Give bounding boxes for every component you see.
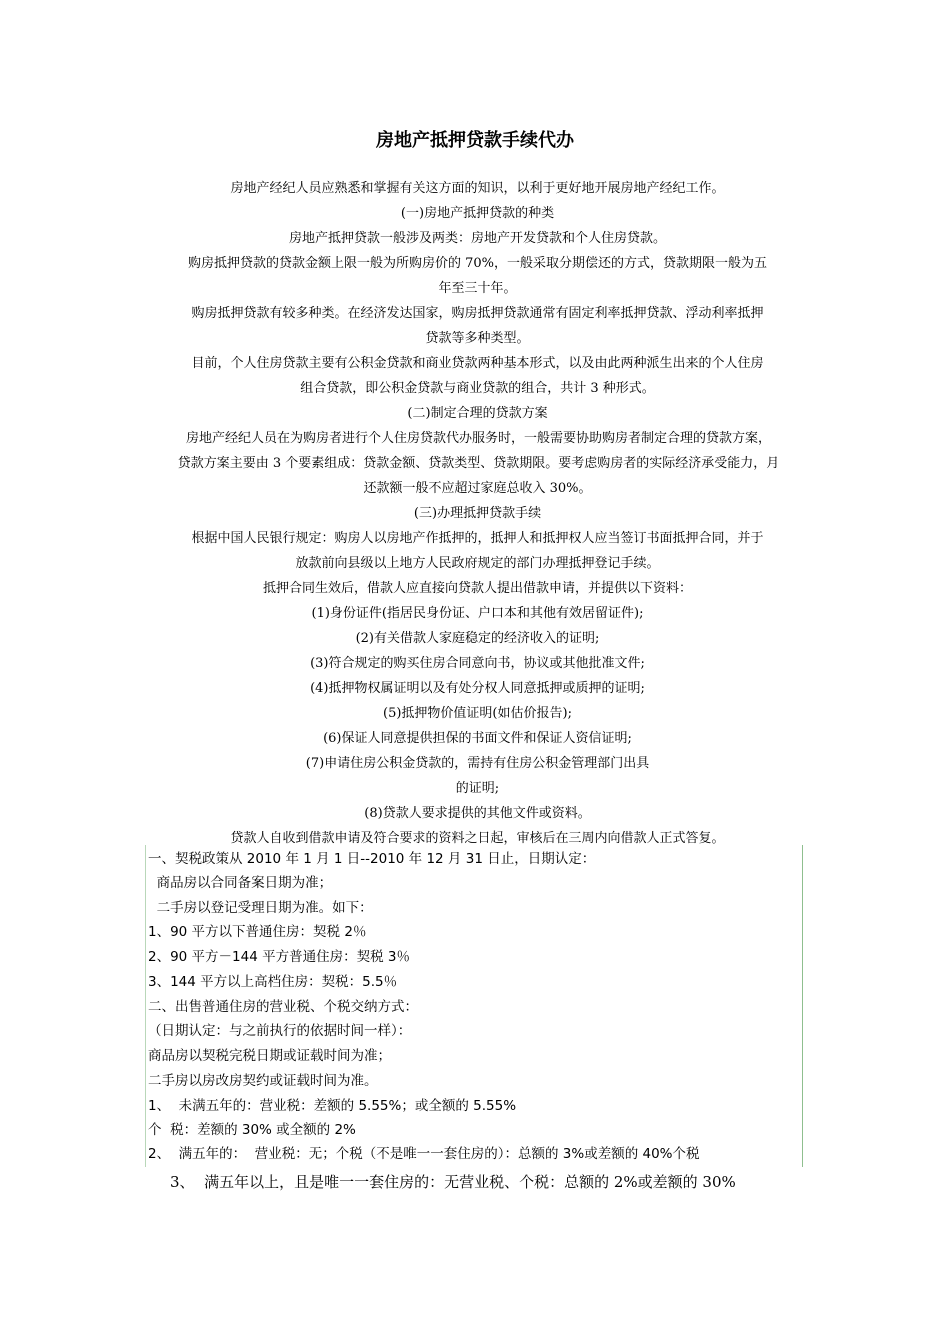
list-item: 的证明; <box>455 781 500 796</box>
paragraph: 房地产经纪人员在为购房者进行个人住房贷款代办服务时，一般需要协助购房者制定合理的贷款方案， <box>185 431 771 446</box>
list-item: (5)抵押物价值证明(如估价报告); <box>383 706 572 721</box>
tax-line: 个 税：差额的 30% 或全额的 2% <box>148 1122 356 1138</box>
paragraph: 房地产经纪人员应熟悉和掌握有关这方面的知识，以利于更好地开展房地产经纪工作。 <box>230 181 725 196</box>
section-heading: (一)房地产抵押贷款的种类 <box>400 206 555 221</box>
paragraph: 抵押合同生效后，借款人应直接向贷款人提出借款申请，并提供以下资料： <box>262 581 692 596</box>
paragraph: 贷款等多种类型。 <box>425 331 530 346</box>
tax-line: （日期认定：与之前执行的依据时间一样）： <box>148 1023 412 1039</box>
list-item: (2)有关借款人家庭稳定的经济收入的证明; <box>355 631 600 646</box>
list-item: (6)保证人同意提供担保的书面文件和保证人资信证明; <box>323 731 632 746</box>
tax-line: 2、 满五年的： 营业税：无；个税（不是唯一一套住房的）：总额的 3%或差额的 40%个税 <box>148 1146 700 1162</box>
paragraph: 年至三十年。 <box>438 281 517 296</box>
list-item: (1)身份证件(指居民身份证、户口本和其他有效居留证件); <box>311 606 644 621</box>
document-body <box>145 176 810 851</box>
paragraph: 放款前向县级以上地方人民政府规定的部门办理抵押登记手续。 <box>295 556 660 571</box>
list-item: (3)符合规定的购买住房合同意向书，协议或其他批准文件; <box>310 656 645 671</box>
tax-line: 1、 未满五年的：营业税：差额的 5.55%；或全额的 5.55% <box>148 1098 517 1114</box>
tax-policy-box <box>145 845 803 1167</box>
paragraph: 贷款人自收到借款申请及符合要求的资料之日起，审核后在三周内向借款人正式答复。 <box>230 831 725 846</box>
tax-line: 一、契税政策从 2010 年 1 月 1 日--2010 年 12 月 31 日止，日期认定： <box>148 851 596 867</box>
paragraph: 房地产抵押贷款一般涉及两类：房地产开发贷款和个人住房贷款。 <box>288 231 666 246</box>
tax-line: 3、144 平方以上高档住房：契税：5.5％ <box>148 974 398 990</box>
paragraph: 根据中国人民银行规定：购房人以房地产作抵押的，抵押人和抵押权人应当签订书面抵押合同，并于 <box>191 531 764 546</box>
paragraph: 组合贷款，即公积金贷款与商业贷款的组合，共计 3 种形式。 <box>300 381 655 396</box>
document-title: 房地产抵押贷款手续代办 <box>376 130 574 151</box>
list-item: (4)抵押物权属证明以及有处分权人同意抵押或质押的证明; <box>310 681 645 696</box>
paragraph: 还款额一般不应超过家庭总收入 30%。 <box>363 481 592 496</box>
paragraph: 购房抵押贷款有较多种类。在经济发达国家，购房抵押贷款通常有固定利率抵押贷款、浮动利率抵押 <box>191 306 764 321</box>
paragraph: 购房抵押贷款的贷款金额上限一般为所购房价的 70%，一般采取分期偿还的方式，贷款期限一般为五 <box>187 256 768 271</box>
paragraph: 目前，个人住房贷款主要有公积金贷款和商业贷款两种基本形式，以及由此两种派生出来的个人住房 <box>191 356 764 371</box>
section-heading: (三)办理抵押贷款手续 <box>413 506 542 521</box>
tax-line: 二、出售普通住房的营业税、个税交纳方式： <box>148 999 418 1015</box>
list-item: (8)贷款人要求提供的其他文件或资料。 <box>364 806 591 821</box>
tax-line: 二手房以登记受理日期为准。如下： <box>148 900 373 916</box>
tax-line: 商品房以合同备案日期为准； <box>148 875 333 891</box>
list-item: (7)申请住房公积金贷款的，需持有住房公积金管理部门出具 <box>305 756 650 771</box>
tax-line: 2、90 平方－144 平方普通住房：契税 3％ <box>148 949 410 965</box>
section-heading: (二)制定合理的贷款方案 <box>407 406 548 421</box>
closing-line: 3、 满五年以上，且是唯一一套住房的：无营业税、个税：总额的 2%或差额的 30% <box>170 1173 736 1191</box>
tax-line: 二手房以房改房契约或证载时间为准。 <box>148 1073 378 1089</box>
paragraph: 贷款方案主要由 3 个要素组成：贷款金额、贷款类型、贷款期限。要考虑购房者的实际经济承受能力，月 <box>177 456 780 471</box>
tax-line: 1、90 平方以下普通住房：契税 2％ <box>148 924 367 940</box>
tax-line: 商品房以契税完税日期或证载时间为准； <box>148 1048 391 1064</box>
